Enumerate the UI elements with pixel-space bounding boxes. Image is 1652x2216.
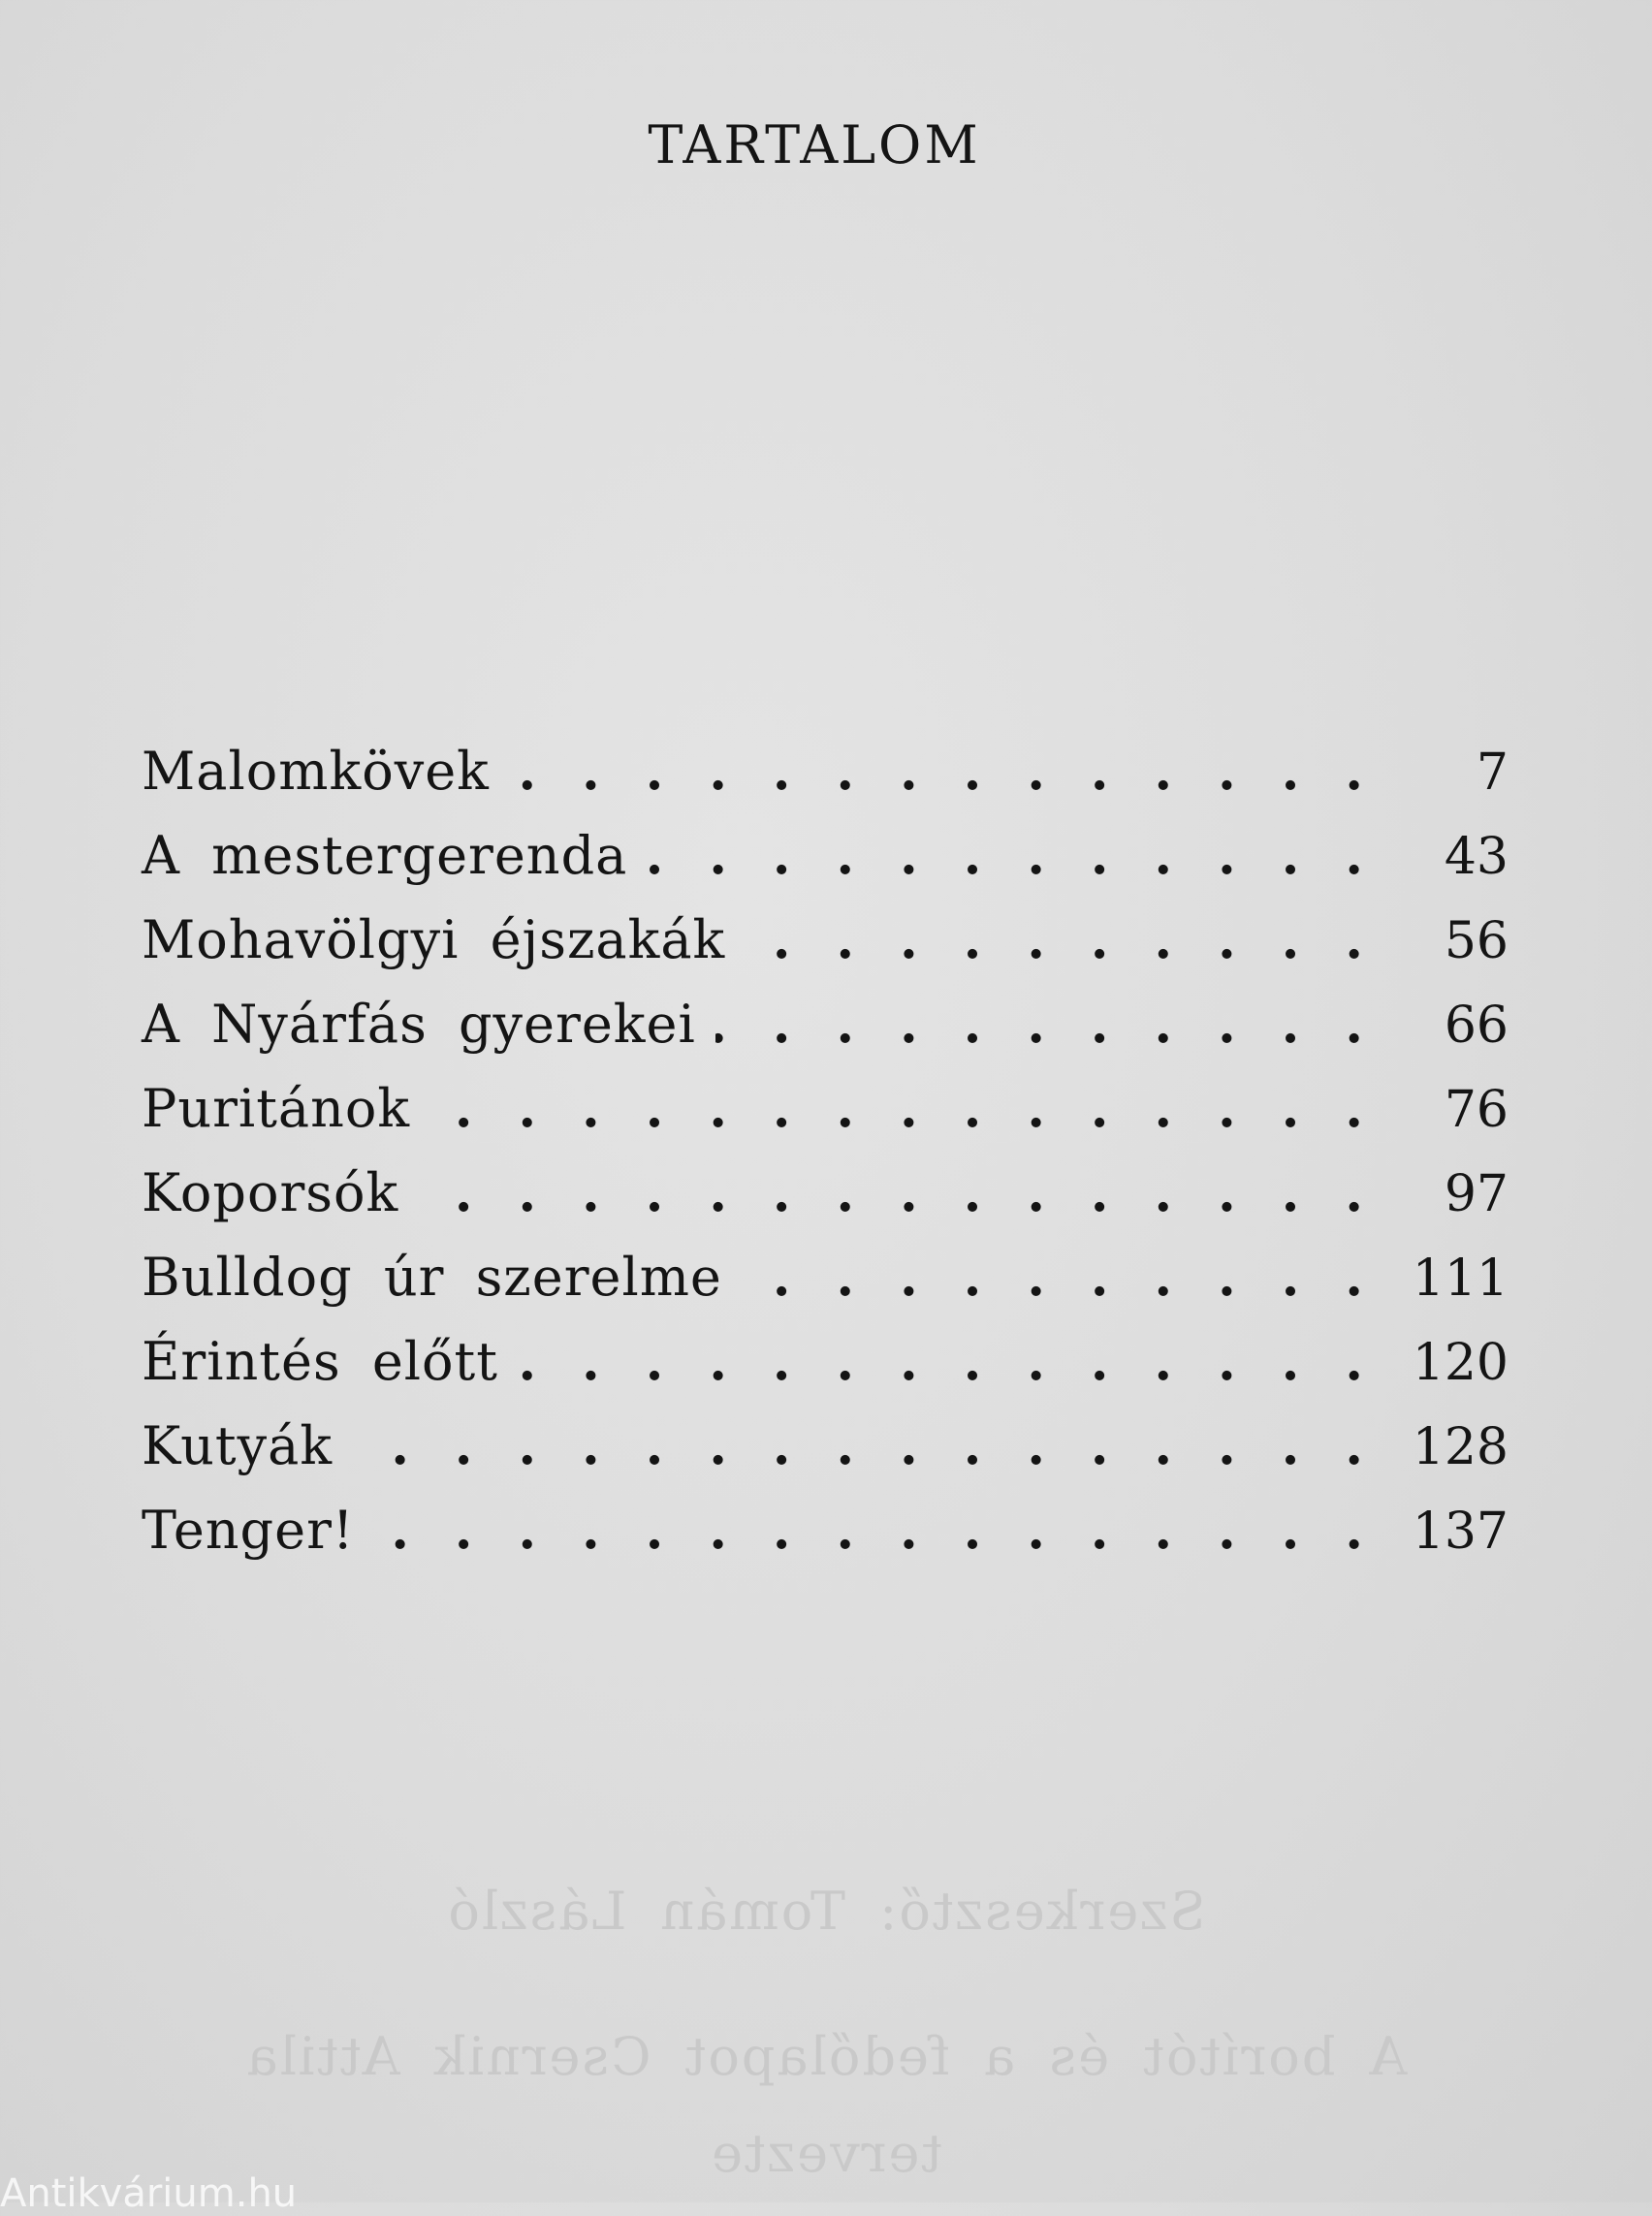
toc-entry: [142, 1404, 1509, 1488]
toc-entry: [142, 1488, 1509, 1572]
dot-leader: [509, 729, 1363, 813]
toc-entry-page: 128: [1412, 1418, 1509, 1476]
toc-entry-page: 111: [1412, 1250, 1509, 1308]
toc-entry-title: A mestergerenda: [142, 825, 628, 886]
toc-entry: [142, 982, 1509, 1066]
toc-entry-title: Koporsók: [142, 1162, 399, 1223]
toc-entry-page: 120: [1412, 1334, 1509, 1392]
toc-entry-page: 97: [1444, 1165, 1509, 1223]
toc-entry-title: Kutyák: [142, 1415, 334, 1476]
toc-entry: [142, 813, 1509, 898]
toc-entry: [142, 1066, 1509, 1151]
dot-leader: [742, 1235, 1363, 1319]
dot-leader: [745, 898, 1363, 982]
toc-entry-page: 76: [1444, 1081, 1509, 1139]
watermark: Antikvárium.hu: [0, 2171, 298, 2216]
show-through-cover-credit: A borítót és a fedőlapot Csernik Attila: [244, 2026, 1408, 2087]
dot-leader: [647, 813, 1363, 898]
toc-entry-title: Érintés előtt: [142, 1331, 498, 1392]
toc-entry: [142, 1235, 1509, 1319]
toc-entry: [142, 1151, 1509, 1235]
toc-entry-title: Tenger!: [142, 1500, 355, 1561]
show-through-cover-credit-cont: tervezte: [709, 2123, 943, 2184]
toc-entry-page: 137: [1412, 1503, 1509, 1561]
contents-heading: TARTALOM: [648, 114, 981, 175]
toc-entry-title: Mohavölgyi éjszakák: [142, 909, 726, 970]
toc-entry-title: Malomkövek: [142, 741, 490, 802]
dot-leader: [518, 1319, 1363, 1404]
show-through-editor-credit: Szerkesztő: Tomán László: [446, 1881, 1206, 1942]
dot-leader: [418, 1151, 1363, 1235]
dot-leader: [715, 982, 1363, 1066]
toc-entry-title: Bulldog úr szerelme: [142, 1247, 722, 1308]
toc-entry-page: 7: [1476, 744, 1509, 802]
toc-entry-page: 43: [1444, 828, 1509, 886]
toc-entry-title: Puritánok: [142, 1078, 411, 1139]
toc-entry-page: 66: [1444, 997, 1509, 1055]
toc-entry-page: 56: [1444, 912, 1509, 970]
toc-entry: [142, 1319, 1509, 1404]
dot-leader: [429, 1066, 1363, 1151]
toc-entry: [142, 898, 1509, 982]
toc-entry: [142, 729, 1509, 813]
toc-entry-title: A Nyárfás gyerekei: [142, 994, 696, 1055]
dot-leader: [374, 1488, 1363, 1572]
dot-leader: [352, 1404, 1363, 1488]
table-of-contents: [142, 729, 1509, 1572]
